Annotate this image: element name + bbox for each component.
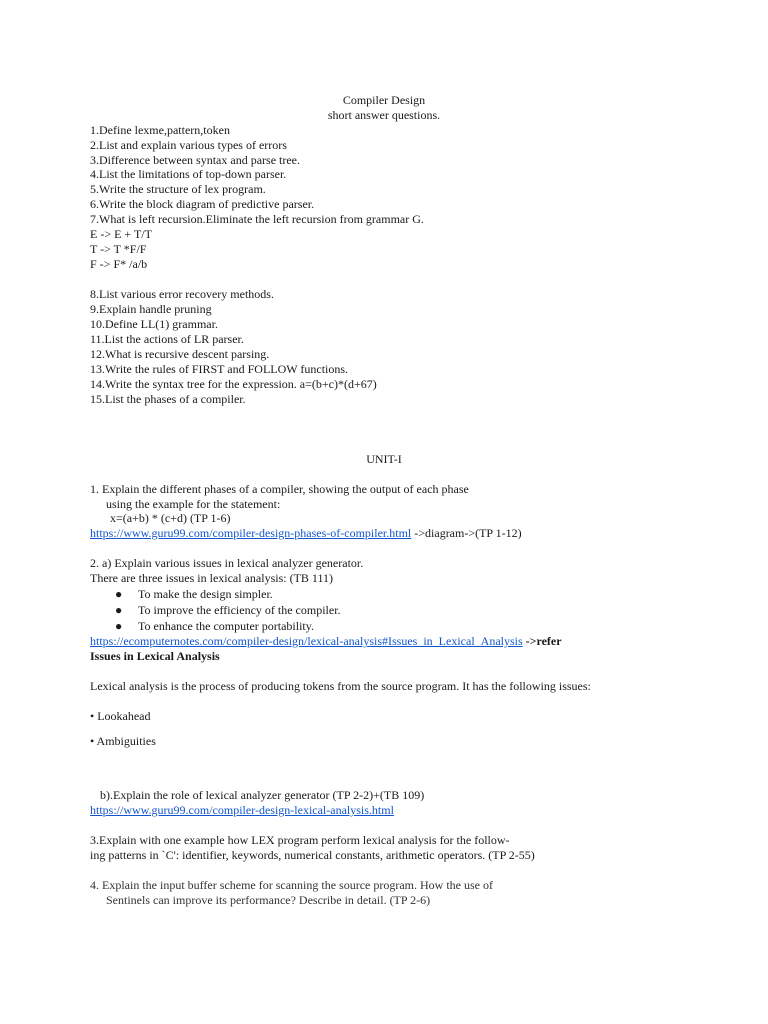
guru99-lexical-link[interactable]: https://www.guru99.com/compiler-design-lexical-analysis.html [90, 803, 394, 817]
unit-q1-line3: x=(a+b) * (c+d) (TP 1-6) [110, 511, 231, 525]
issue-lookahead: • Lookahead [90, 709, 151, 723]
grammar-rule-f: F -> F* /a/b [90, 257, 148, 271]
question-10: 10.Define LL(1) grammar. [90, 317, 218, 331]
grammar-rule-e: E -> E + T/T [90, 227, 152, 241]
unit-q4-line1: 4. Explain the input buffer scheme for scanning the source program. How the use of [90, 878, 493, 892]
unit-q2-link-suffix: ->refer [522, 634, 562, 648]
question-9: 9.Explain handle pruning [90, 302, 212, 316]
question-1: 1.Define lexme,pattern,token [90, 123, 230, 137]
question-3: 3.Difference between syntax and parse tree. [90, 153, 301, 167]
unit-q2-line1: 2. a) Explain various issues in lexical analyzer generator. [90, 556, 364, 570]
unit-q1-reference [90, 526, 522, 541]
question-5: 5.Write the structure of lex program. [90, 182, 266, 196]
question-12: 12.What is recursive descent parsing. [90, 347, 270, 361]
document-subtitle: short answer questions. [327, 108, 441, 122]
question-4: 4.List the limitations of top-down parser. [90, 167, 287, 181]
unit-q2-reference [90, 634, 562, 649]
unit-q1-line2: using the example for the statement: [106, 497, 281, 511]
unit-q2b-reference [90, 803, 394, 818]
unit-q1-line1: 1. Explain the different phases of a compiler, showing the output of each phase [90, 482, 469, 496]
unit-q3-line2: ing patterns in `C': identifier, keywords, numerical constants, arithmetic operators. (TP 2-55) [90, 848, 535, 862]
question-6: 6.Write the block diagram of predictive parser. [90, 197, 315, 211]
question-8: 8.List various error recovery methods. [90, 287, 274, 301]
unit-q2-line2: There are three issues in lexical analysis: (TB 111) [90, 571, 334, 585]
bullet-marker: ● [115, 603, 123, 617]
issue-bullet-3: To enhance the computer portability. [138, 619, 314, 633]
issue-ambiguities: • Ambiguities [90, 734, 156, 748]
issue-bullet-2: To improve the efficiency of the compiler. [138, 603, 341, 617]
question-14: 14.Write the syntax tree for the expression. a=(b+c)*(d+67) [90, 377, 377, 391]
lexical-analysis-paragraph: Lexical analysis is the process of producing tokens from the source program. It has the following issues: [90, 679, 591, 693]
unit-q2b-line: b).Explain the role of lexical analyzer generator (TP 2-2)+(TB 109) [100, 788, 425, 802]
question-11: 11.List the actions of LR parser. [90, 332, 244, 346]
grammar-rule-t: T -> T *F/F [90, 242, 147, 256]
question-15: 15.List the phases of a compiler. [90, 392, 246, 406]
issues-heading: Issues in Lexical Analysis [90, 649, 220, 663]
unit-q4-line2: Sentinels can improve its performance? Describe in detail. (TP 2-6) [106, 893, 431, 907]
bullet-marker: ● [115, 587, 123, 601]
unit-q1-link-suffix: ->diagram->(TP 1-12) [411, 526, 522, 540]
unit-title: UNIT-I [366, 452, 402, 466]
guru99-phases-link[interactable]: https://www.guru99.com/compiler-design-phases-of-compiler.html [90, 526, 412, 540]
ecomputernotes-link[interactable]: https://ecomputernotes.com/compiler-design/lexical-analysis#Issues_in_Lexical_Analysis [90, 634, 523, 648]
question-7: 7.What is left recursion.Eliminate the left recursion from grammar G. [90, 212, 424, 226]
question-2: 2.List and explain various types of errors [90, 138, 287, 152]
question-13: 13.Write the rules of FIRST and FOLLOW functions. [90, 362, 349, 376]
unit-q3-line1: 3.Explain with one example how LEX program perform lexical analysis for the follow- [90, 833, 510, 847]
issue-bullet-1: To make the design simpler. [138, 587, 273, 601]
document-title: Compiler Design [342, 93, 426, 107]
bullet-marker: ● [115, 619, 123, 633]
